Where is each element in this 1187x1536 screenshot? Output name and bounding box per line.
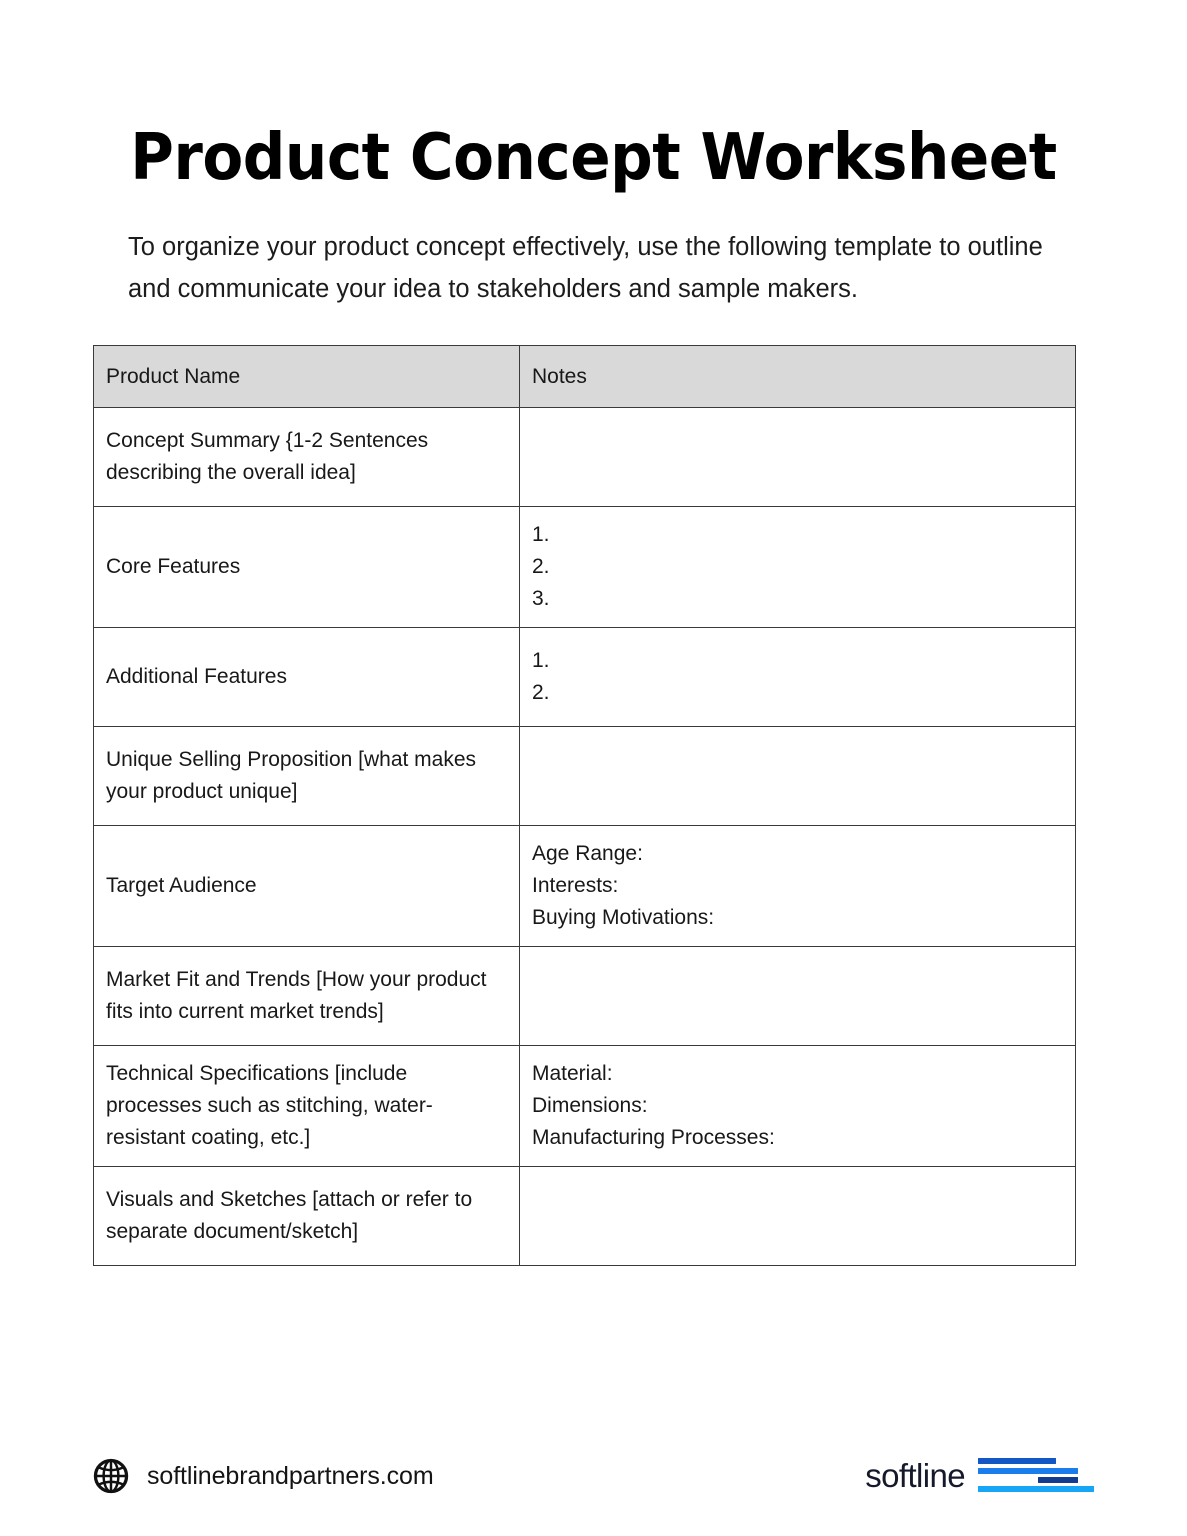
- row-notes-text: [532, 519, 1065, 615]
- column-header-product-name: Product Name: [94, 346, 520, 408]
- row-label-line: Concept Summary {1-2 Sentences: [106, 429, 429, 452]
- softline-bars-logomark: [978, 1456, 1094, 1496]
- row-notes-line: Manufacturing Processes:: [532, 1126, 775, 1149]
- page-title: Product Concept Worksheet: [130, 120, 1057, 195]
- row-label-cell: [94, 507, 520, 628]
- row-label-line: Market Fit and Trends [How your product: [106, 968, 487, 991]
- row-label-line: Core Features: [106, 555, 241, 578]
- row-notes-cell[interactable]: [520, 826, 1076, 947]
- table-row: [94, 947, 1076, 1046]
- row-label-cell: [94, 826, 520, 947]
- logo-bar-1: [978, 1458, 1056, 1464]
- row-label-text: [106, 1058, 509, 1154]
- brand-logo: [865, 1450, 1094, 1502]
- row-label-text: [106, 551, 509, 583]
- website-url[interactable]: softlinebrandpartners.com: [147, 1461, 434, 1490]
- globe-icon: [93, 1458, 129, 1494]
- row-label-cell: [94, 947, 520, 1046]
- row-notes-cell[interactable]: [520, 1167, 1076, 1266]
- intro-paragraph: To organize your product concept effectively, use the following template to outline and communicate your idea to stakeholders and sample makers.: [128, 232, 1043, 303]
- row-label-cell: [94, 628, 520, 727]
- row-label-line: Technical Specifications [include: [106, 1062, 408, 1085]
- row-notes-line: Buying Motivations:: [532, 906, 715, 929]
- brand-wordmark: softline: [865, 1457, 965, 1494]
- logo-bar-4: [978, 1486, 1094, 1492]
- row-notes-cell[interactable]: [520, 507, 1076, 628]
- row-label-line: describing the overall idea]: [106, 461, 356, 484]
- row-label-cell: [94, 1046, 520, 1167]
- row-label-text: [106, 964, 509, 1028]
- product-concept-table: [93, 345, 1076, 1266]
- table-row: [94, 628, 1076, 727]
- row-label-text: [106, 1184, 509, 1248]
- table-row: [94, 507, 1076, 628]
- page-footer: [93, 1448, 1094, 1512]
- row-label-line: your product unique]: [106, 780, 298, 803]
- row-label-line: resistant coating, etc.]: [106, 1126, 311, 1149]
- logo-bar-2: [978, 1468, 1078, 1474]
- table-row: [94, 727, 1076, 826]
- row-label-text: [106, 661, 509, 693]
- row-label-line: Visuals and Sketches [attach or refer to: [106, 1188, 473, 1211]
- table-body: [94, 408, 1076, 1266]
- row-notes-cell[interactable]: [520, 727, 1076, 826]
- row-notes-line: 2.: [532, 681, 550, 704]
- row-notes-cell[interactable]: [520, 628, 1076, 727]
- row-notes-text: [532, 838, 1065, 934]
- table-row: [94, 408, 1076, 507]
- row-label-text: [106, 744, 509, 808]
- row-notes-cell[interactable]: [520, 947, 1076, 1046]
- row-notes-text: [532, 645, 1065, 709]
- footer-website-group: [93, 1448, 434, 1504]
- row-notes-cell[interactable]: [520, 1046, 1076, 1167]
- row-label-line: fits into current market trends]: [106, 1000, 384, 1023]
- column-header-notes: Notes: [520, 346, 1076, 408]
- table-row: [94, 1046, 1076, 1167]
- row-label-line: Additional Features: [106, 665, 287, 688]
- row-notes-line: 2.: [532, 555, 550, 578]
- row-notes-cell[interactable]: [520, 408, 1076, 507]
- row-label-line: processes such as stitching, water-: [106, 1094, 433, 1117]
- row-label-line: Unique Selling Proposition [what makes: [106, 748, 477, 771]
- row-notes-line: Dimensions:: [532, 1094, 648, 1117]
- table-row: [94, 826, 1076, 947]
- row-label-text: [106, 870, 509, 902]
- logo-bar-3: [1038, 1477, 1078, 1483]
- row-notes-line: 1.: [532, 523, 550, 546]
- row-label-cell: [94, 1167, 520, 1266]
- row-notes-line: 3.: [532, 587, 550, 610]
- table-row: [94, 1167, 1076, 1266]
- row-label-cell: [94, 408, 520, 507]
- row-notes-line: 1.: [532, 649, 550, 672]
- row-notes-line: Interests:: [532, 874, 619, 897]
- row-notes-line: Age Range:: [532, 842, 643, 865]
- table-header-row: [94, 346, 1076, 408]
- row-label-line: separate document/sketch]: [106, 1220, 359, 1243]
- row-label-cell: [94, 727, 520, 826]
- row-notes-text: [532, 1058, 1065, 1154]
- row-label-text: [106, 425, 509, 489]
- row-notes-line: Material:: [532, 1062, 613, 1085]
- row-label-line: Target Audience: [106, 874, 257, 897]
